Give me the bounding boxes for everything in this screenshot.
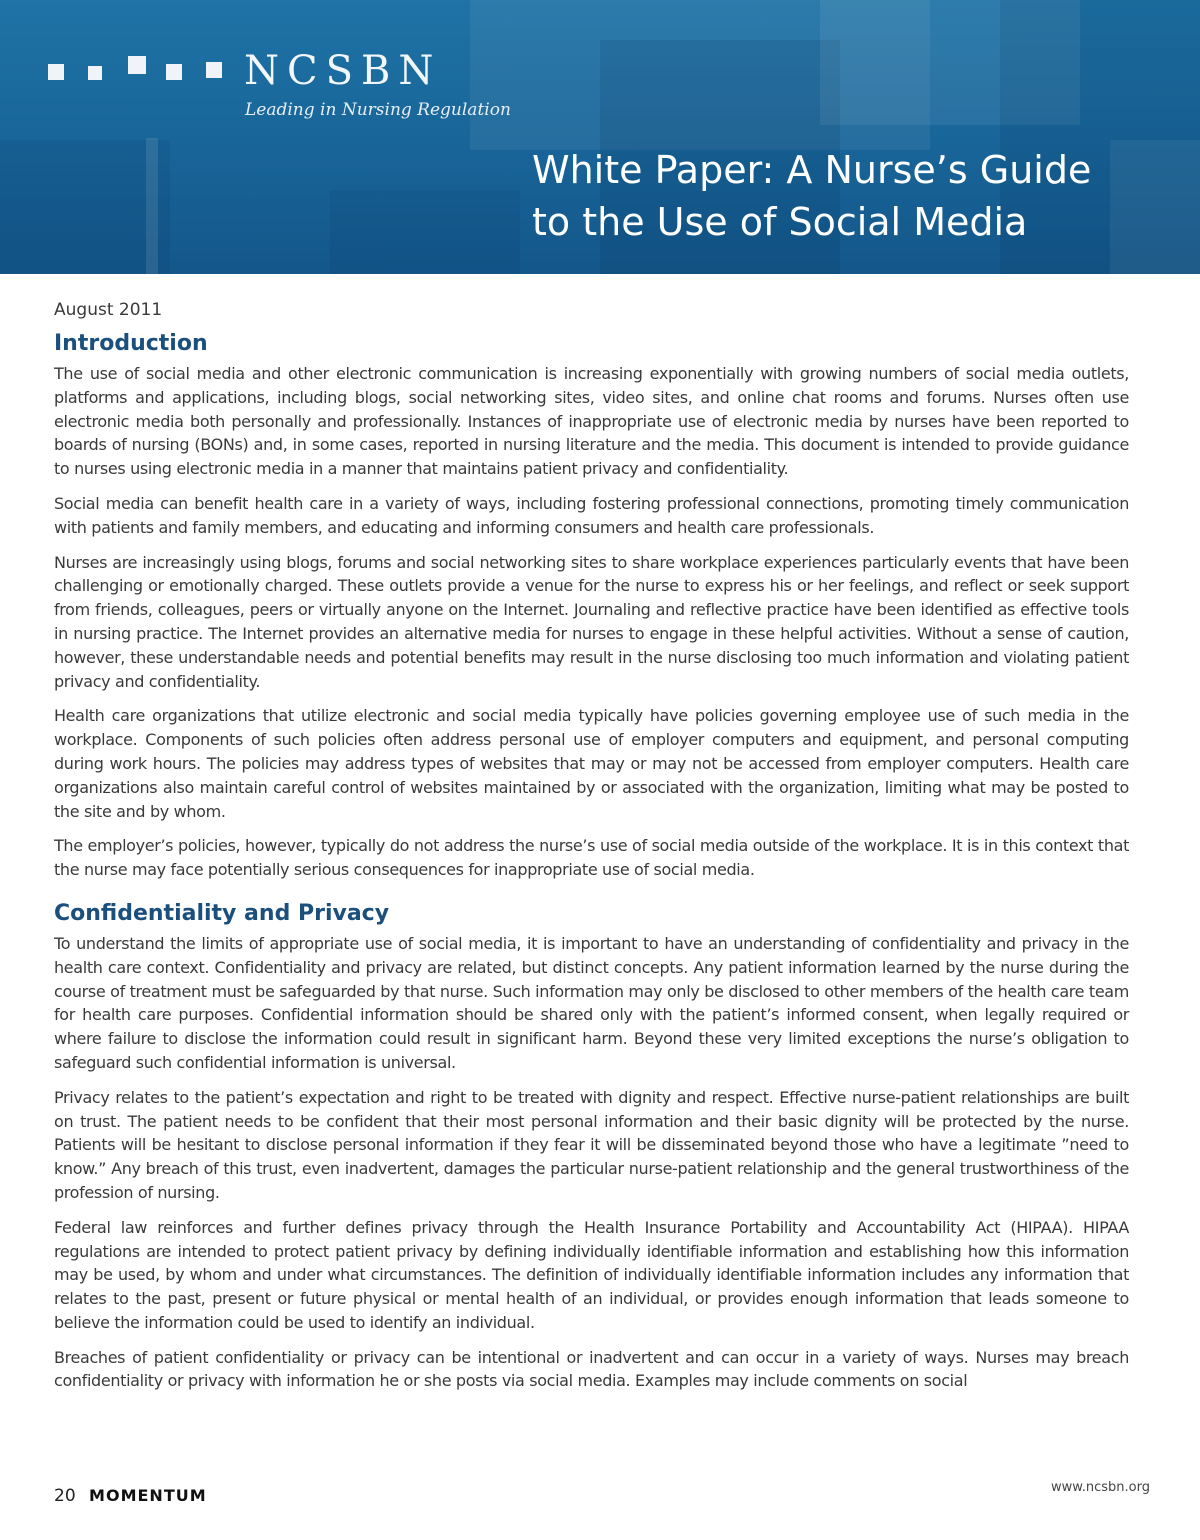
paragraph: Federal law reinforces and further defines privacy through the Health Insurance Portability and Accountability Act (HIPAA). HIPAA regulations are intended to protect patient privacy by defining individually identifiable information and establishing how this information may be used, by whom and under what circumstances. The definition of individually identifiable information includes any information that relates to the past, present or future physical or mental health of an individual, or provides enough information that leads someone to believe the information could be used to identify an individual.: [54, 1217, 1129, 1332]
paper-title: [532, 144, 1172, 248]
logo-tagline: Leading in Nursing Regulation: [245, 100, 511, 120]
page-footer: [54, 1486, 207, 1506]
paper-title-line-1: White Paper: A Nurse’s Guide: [532, 148, 1092, 192]
logo-square-icon: [88, 66, 102, 80]
paragraph: Privacy relates to the patient’s expectation and right to be treated with dignity and respect. Effective nurse-patient relationships are built on trust. The patient needs to be confident that their most personal information and their basic dignity will be protected by the nurse. Patients will be hesitant to disclose personal information if they fear it will be disseminated beyond those who have a legitimate ”need to know.” Any breach of this trust, even inadvertent, damages the particular nurse-patient relationship and the general trustworthiness of the profession of nursing.: [54, 1087, 1129, 1202]
article-body: [54, 300, 1129, 1404]
magazine-name: MOMENTUM: [89, 1486, 207, 1505]
paragraph: Social media can benefit health care in a variety of ways, including fostering professional connections, promoting timely communication with patients and family members, and educating and informing consumers and health care professionals.: [54, 493, 1129, 537]
section-heading: Introduction: [54, 331, 208, 356]
section-confidentiality-privacy: [54, 900, 1129, 1393]
decorative-block: [146, 138, 158, 274]
website-link[interactable]: www.ncsbn.org: [1051, 1480, 1150, 1495]
logo-square-icon: [48, 64, 64, 80]
paper-title-line-2: to the Use of Social Media: [532, 200, 1028, 244]
paragraph: Breaches of patient confidentiality or privacy can be intentional or inadvertent and can occur in a variety of ways. Nurses may breach confidentiality or privacy with information he or she posts via social media. Examples may include comments on social: [54, 1347, 1129, 1391]
header-banner: [0, 0, 1200, 274]
paragraph: The use of social media and other electronic communication is increasing exponentially with growing numbers of social media outlets, platforms and applications, including blogs, social networking sites, video sites, and online chat rooms and forums. Nurses often use electronic media both personally and professionally. Instances of inappropriate use of electronic media by nurses have been reported to boards of nursing (BONs) and, in some cases, reported in nursing literature and the media. This document is intended to provide guidance to nurses using electronic media in a manner that maintains patient privacy and confidentiality.: [54, 364, 1129, 479]
paragraph: The employer’s policies, however, typically do not address the nurse’s use of social media outside of the workplace. It is in this context that the nurse may face potentially serious consequences for inappropriate use of social media.: [54, 836, 1129, 880]
section-heading: Confidentiality and Privacy: [54, 900, 390, 926]
publication-date: August 2011: [54, 300, 163, 320]
logo-square-icon: [128, 56, 146, 74]
section-introduction: [54, 330, 1129, 882]
page-number: 20: [54, 1486, 76, 1506]
logo-square-icon: [206, 62, 222, 78]
paragraph: Nurses are increasingly using blogs, forums and social networking sites to share workplace experiences particularly events that have been challenging or emotionally charged. These outlets provide a venue for the nurse to express his or her feelings, and reflect or seek support from friends, colleagues, peers or virtually anyone on the Internet. Journaling and reflective practice have been identified as effective tools in nursing practice. The Internet provides an alternative media for nurses to engage in these helpful activities. Without a sense of caution, however, these understandable needs and potential benefits may result in the nurse disclosing too much information and violating patient privacy and confidentiality.: [54, 552, 1129, 691]
paragraph: Health care organizations that utilize electronic and social media typically have policies governing employee use of such media in the workplace. Components of such policies often address personal use of employer computers and equipment, and personal computing during work hours. The policies may address types of websites that may or may not be accessed from employer computers. Health care organizations also maintain careful control of websites maintained by or associated with the organization, limiting what may be posted to the site and by whom.: [54, 706, 1129, 821]
logo-name: NCSBN: [244, 48, 442, 94]
logo-square-icon: [166, 64, 182, 80]
decorative-block: [0, 140, 170, 274]
paragraph: To understand the limits of appropriate use of social media, it is important to have an understanding of confidentiality and privacy in the health care context. Confidentiality and privacy are related, but distinct concepts. Any patient information learned by the nurse during the course of treatment must be safeguarded by that nurse. Such information may only be disclosed to other members of the health care team for health care purposes. Confidential information should be shared only with the patient’s informed consent, when legally required or where failure to disclose the information could result in significant harm. Beyond these very limited exceptions the nurse’s obligation to safeguard such confidential information is universal.: [54, 933, 1129, 1072]
decorative-block: [330, 190, 520, 274]
